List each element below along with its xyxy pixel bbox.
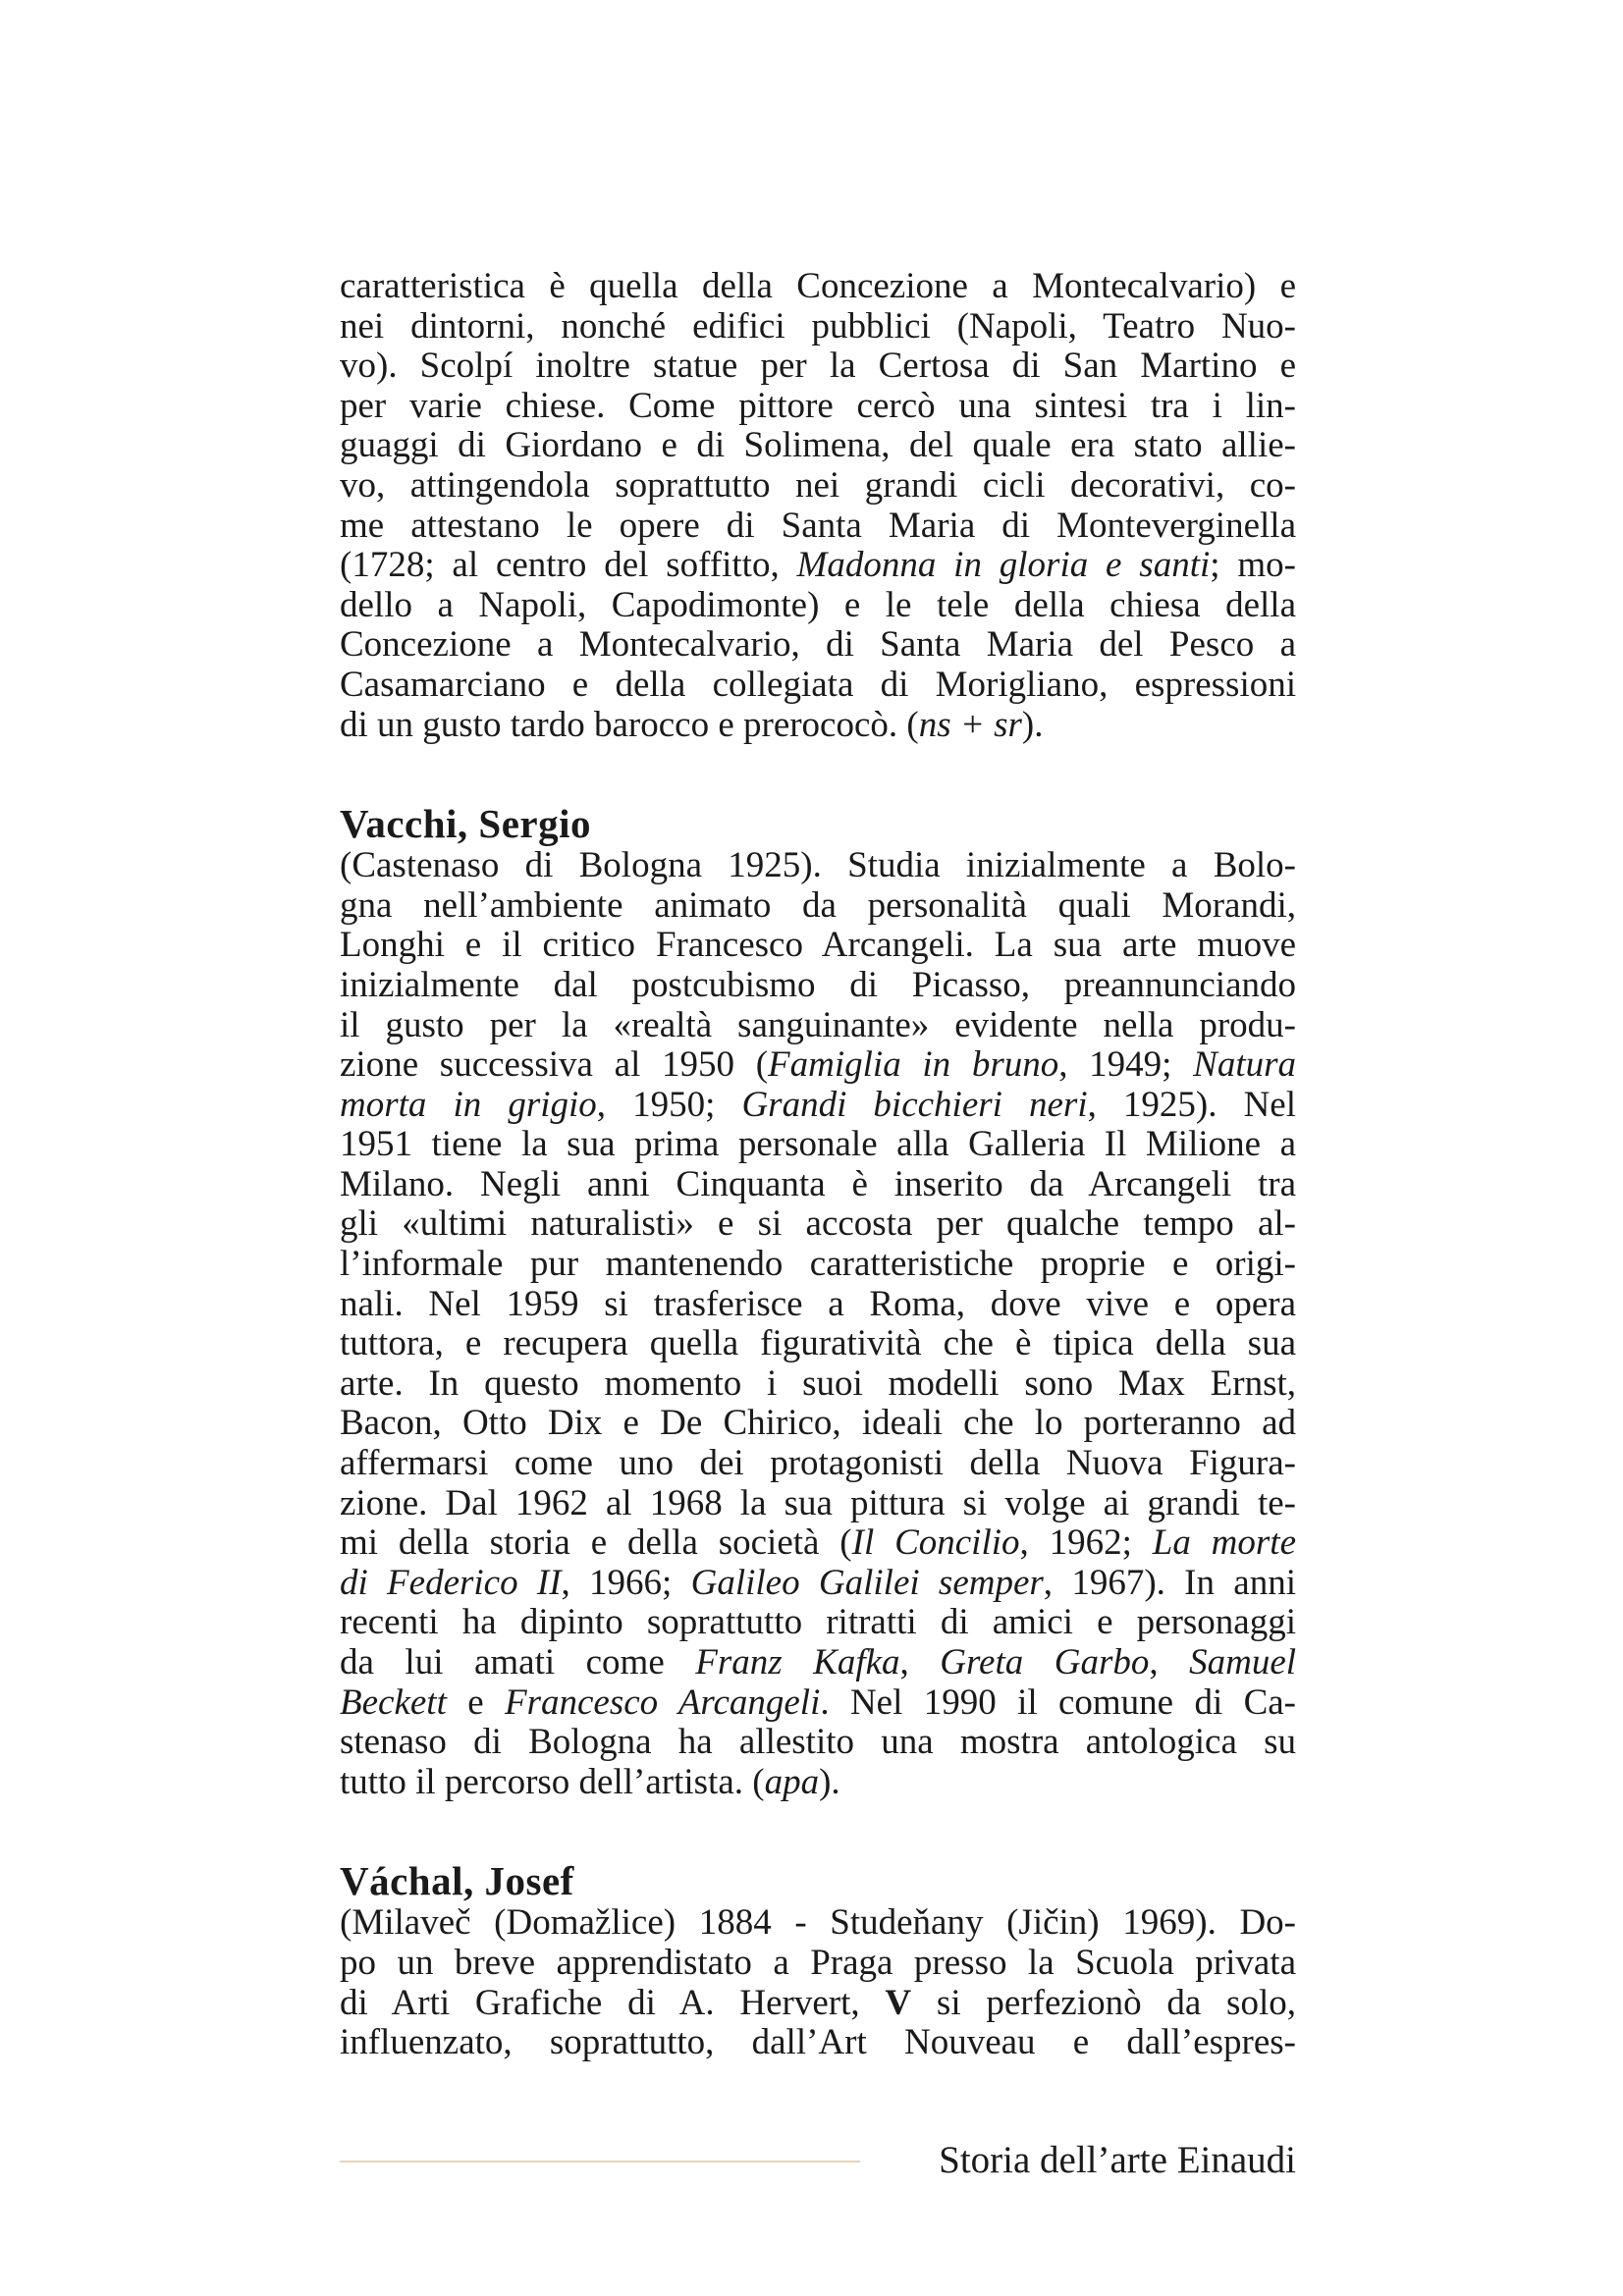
text-line: Longhi e il critico Francesco Arcangeli. La sua arte muove: [340, 925, 1296, 966]
artwork-title: morta in grigio: [340, 1084, 597, 1125]
text-run: e: [446, 1682, 505, 1723]
text-run: ,: [899, 1642, 941, 1682]
text-line: [340, 1984, 1296, 2024]
artwork-title: di Federico II: [340, 1562, 562, 1603]
text-run: ).: [819, 1761, 840, 1802]
artwork-title: Madonna in gloria e santi: [796, 545, 1211, 586]
text-line: po un breve apprendistato a Praga presso la Scuola privata: [340, 1942, 1296, 1983]
intro-paragraph: [340, 267, 1296, 745]
text-run: , 1949;: [1058, 1044, 1194, 1086]
text-run: , 1925). Nel: [1087, 1084, 1296, 1125]
text-line: influenzato, soprattutto, dall’Art Nouveau e dall’espres-: [340, 2022, 1296, 2063]
artwork-title: Grandi bicchieri neri: [741, 1084, 1088, 1125]
text-line: gli «ultimi naturalisti» e si accosta per qualche tempo al-: [340, 1203, 1296, 1245]
text-line: inizialmente dal postcubismo di Picasso, preannunciando: [340, 964, 1296, 1005]
text-line: l’informale pur mantenendo caratteristiche proprie e origi-: [340, 1244, 1296, 1285]
text-line: [340, 1643, 1296, 1683]
text-line: [340, 1523, 1296, 1564]
entry-heading-vacchi: Vacchi, Sergio: [340, 801, 592, 847]
text-line: [340, 1683, 1296, 1724]
text-line: il gusto per la «realtà sanguinante» evidente nella produ-: [340, 1004, 1296, 1045]
text-line: gna nell’ambiente animato da personalità quali Morandi,: [340, 884, 1296, 926]
artwork-title: Famiglia in bruno: [768, 1044, 1059, 1086]
text-line: caratteristica è quella della Concezione a Montecalvario) e: [340, 266, 1296, 306]
artwork-title: La morte: [1152, 1522, 1296, 1564]
text-run: (1728; al centro del soffitto,: [340, 545, 797, 586]
text-run: di un gusto tardo barocco e prerococò. (: [340, 704, 919, 745]
page-footer: [340, 2138, 1296, 2185]
author-initials: ns + sr: [918, 704, 1022, 745]
text-run: , 1962;: [1019, 1522, 1153, 1564]
text-line: nali. Nel 1959 si trasferisce a Roma, dove vive e opera: [340, 1283, 1296, 1324]
text-line: Bacon, Otto Dix e De Chirico, ideali che lo porteranno ad: [340, 1403, 1296, 1444]
text-line: [340, 1564, 1296, 1604]
text-line: 1951 tiene la sua prima personale alla Galleria Il Milione a: [340, 1124, 1296, 1165]
text-line: (Castenaso di Bologna 1925). Studia inizialmente a Bolo-: [340, 845, 1296, 886]
text-line: [340, 1045, 1296, 1086]
text-line: guaggi di Giordano e di Solimena, del quale era stato allie-: [340, 425, 1296, 466]
text-run: ,: [1149, 1642, 1190, 1682]
text-line: Milano. Negli anni Cinquanta è inserito da Arcangeli tra: [340, 1163, 1296, 1204]
text-line: zione. Dal 1962 al 1968 la sua pittura si volge ai grandi te-: [340, 1482, 1296, 1523]
text-line: (Milaveč (Domažlice) 1884 - Studeňany (Jičin) 1969). Do-: [340, 1902, 1296, 1944]
artwork-title: Francesco Arcangeli: [504, 1682, 821, 1723]
text-line: Concezione a Montecalvario, di Santa Maria del Pesco a: [340, 624, 1296, 666]
text-line: vo, attingendola soprattutto nei grandi cicli decorativi, co-: [340, 464, 1296, 506]
text-line: recenti ha dipinto soprattutto ritratti di amici e personaggi: [340, 1602, 1296, 1643]
footer-rule: [340, 2161, 860, 2163]
artwork-title: Franz Kafka: [695, 1642, 900, 1682]
entry-paragraph-vachal: [340, 1903, 1296, 2062]
text-run: da lui amati come: [340, 1642, 696, 1682]
document-body: [340, 267, 1296, 2063]
text-run: mi della storia e della società (: [340, 1522, 852, 1564]
text-line: vo). Scolpí inoltre statue per la Certosa di San Martino e: [340, 346, 1296, 387]
text-line: tuttora, e recupera quella figuratività che è tipica della sua: [340, 1323, 1296, 1364]
entry-abbreviation: V: [885, 1982, 912, 2023]
text-run: si perfezionò da solo,: [911, 1982, 1296, 2023]
text-run: zione successiva al 1950 (: [340, 1044, 769, 1086]
footer-title: Storia dell’arte Einaudi: [939, 2139, 1296, 2181]
text-line: [340, 1086, 1296, 1126]
text-line: nei dintorni, nonché edifici pubblici (Napoli, Teatro Nuo-: [340, 305, 1296, 347]
artwork-title: Samuel: [1189, 1642, 1297, 1682]
text-run: . Nel 1990 il comune di Ca-: [820, 1682, 1296, 1723]
text-line: [340, 546, 1296, 586]
text-line: [340, 1763, 1296, 1803]
text-line: per varie chiese. Come pittore cercò una sintesi tra i lin-: [340, 385, 1296, 426]
artwork-title: Greta Garbo: [940, 1642, 1150, 1682]
text-line: Casamarciano e della collegiata di Morigliano, espressioni: [340, 664, 1296, 705]
artwork-title: Il Concilio: [851, 1522, 1020, 1564]
text-line: affermarsi come uno dei protagonisti della Nuova Figura-: [340, 1443, 1296, 1484]
text-line: [340, 706, 1296, 746]
text-line: stenaso di Bologna ha allestito una mostra antologica su: [340, 1722, 1296, 1763]
entry-paragraph-vacchi: [340, 846, 1296, 1802]
text-line: arte. In questo momento i suoi modelli sono Max Ernst,: [340, 1362, 1296, 1404]
text-run: ).: [1021, 704, 1044, 745]
text-run: , 1950;: [596, 1084, 742, 1125]
artwork-title: Galileo Galilei semper: [690, 1562, 1044, 1603]
text-run: ; mo-: [1210, 545, 1296, 586]
text-run: , 1966;: [561, 1562, 691, 1603]
text-run: , 1967). In anni: [1043, 1562, 1296, 1603]
artwork-title: Beckett: [340, 1682, 447, 1723]
text-line: dello a Napoli, Capodimonte) e le tele della chiesa della: [340, 584, 1296, 625]
author-initials: apa: [764, 1761, 820, 1802]
text-run: tutto il percorso dell’artista. (: [340, 1761, 765, 1802]
artwork-title: Natura: [1193, 1044, 1296, 1086]
text-line: me attestano le opere di Santa Maria di Monteverginella: [340, 505, 1296, 546]
entry-heading-vachal: Váchal, Josef: [340, 1858, 574, 1904]
text-run: di Arti Grafiche di A. Hervert,: [340, 1982, 886, 2023]
